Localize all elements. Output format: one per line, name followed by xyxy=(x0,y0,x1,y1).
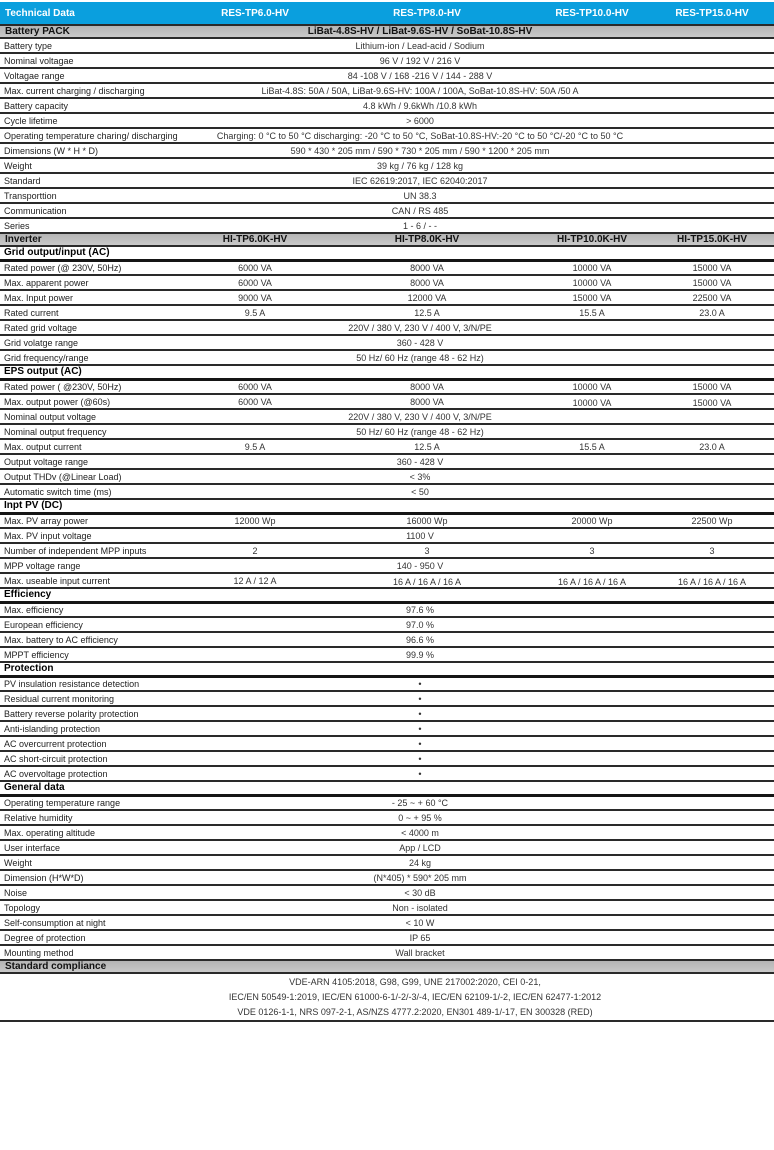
table-row xyxy=(0,825,774,840)
cell-value: 3 xyxy=(320,543,534,558)
table-row xyxy=(0,409,774,424)
table-row xyxy=(0,439,774,454)
column-header: HI-TP6.0K-HV xyxy=(190,233,320,246)
table-row xyxy=(0,855,774,870)
section-title: Inverter xyxy=(0,233,190,246)
cell-value: 15000 VA xyxy=(650,260,774,275)
cell-value: 6000 VA xyxy=(190,394,320,409)
cell-value: 10000 VA xyxy=(534,379,650,394)
row-label: Grid volatge range xyxy=(0,335,190,350)
row-label: Max. apparent power xyxy=(0,275,190,290)
section-title: Protection xyxy=(0,662,774,676)
table-row xyxy=(0,499,774,513)
table-row xyxy=(0,870,774,885)
cell-value: 1100 V xyxy=(190,528,774,543)
cell-value: 16000 Wp xyxy=(320,513,534,528)
cell-value: 22500 VA xyxy=(650,290,774,305)
column-header: HI-TP15.0K-HV xyxy=(650,233,774,246)
cell-value: 15.5 A xyxy=(534,305,650,320)
row-label: AC short-circuit protection xyxy=(0,751,190,766)
page-title: Technical Data xyxy=(0,2,190,25)
cell-value: 50 Hz/ 60 Hz (range 48 - 62 Hz) xyxy=(190,350,774,365)
cell-value: 10000 VA xyxy=(534,275,650,290)
cell-value: 50 Hz/ 60 Hz (range 48 - 62 Hz) xyxy=(190,424,774,439)
row-label: Battery type xyxy=(0,38,190,53)
row-label: Anti-islanding protection xyxy=(0,721,190,736)
cell-value: 140 - 950 V xyxy=(190,558,774,573)
cell-value: 97.6 % xyxy=(190,602,774,617)
row-label: Mounting method xyxy=(0,945,190,960)
cell-value: - 25 ~ + 60 °C xyxy=(190,795,774,810)
compliance-block xyxy=(0,973,774,1021)
table-row xyxy=(0,513,774,528)
row-label: European efficiency xyxy=(0,617,190,632)
row-label: Weight xyxy=(0,158,190,173)
table-row xyxy=(0,68,774,83)
row-label: Max. PV array power xyxy=(0,513,190,528)
cell-value: (N*405) * 590* 205 mm xyxy=(190,870,774,885)
table-row xyxy=(0,647,774,662)
technical-data-table-body xyxy=(0,2,774,1021)
cell-value: 22500 Wp xyxy=(650,513,774,528)
table-row xyxy=(0,766,774,781)
table-row xyxy=(0,290,774,305)
cell-value: 360 - 428 V xyxy=(190,454,774,469)
table-row xyxy=(0,246,774,260)
row-label: User interface xyxy=(0,840,190,855)
cell-value: Wall bracket xyxy=(190,945,774,960)
cell-value: 12.5 A xyxy=(320,439,534,454)
cell-value: • xyxy=(190,736,774,751)
technical-data-table xyxy=(0,2,774,1022)
cell-value: 84 -108 V / 168 -216 V / 144 - 288 V xyxy=(190,68,774,83)
row-label: Self-consumption at night xyxy=(0,915,190,930)
row-label: Topology xyxy=(0,900,190,915)
cell-value: > 6000 xyxy=(190,113,774,128)
compliance-line: VDE 0126-1-1, NRS 097-2-1, AS/NZS 4777.2:2020, EN301 489-1/-17, EN 300328 (RED) xyxy=(237,1006,593,1017)
row-label: Noise xyxy=(0,885,190,900)
cell-value: 12000 Wp xyxy=(190,513,320,528)
table-row xyxy=(0,335,774,350)
table-row xyxy=(0,751,774,766)
row-label: Relative humidity xyxy=(0,810,190,825)
cell-value: 1 - 6 / - - xyxy=(190,218,774,233)
cell-value: 15000 VA xyxy=(650,379,774,394)
cell-value: 99.9 % xyxy=(190,647,774,662)
cell-value: < 4000 m xyxy=(190,825,774,840)
row-label: Max. battery to AC efficiency xyxy=(0,632,190,647)
cell-value: 8000 VA xyxy=(320,275,534,290)
row-label: Rated current xyxy=(0,305,190,320)
table-row xyxy=(0,840,774,855)
row-label: PV insulation resistance detection xyxy=(0,676,190,691)
table-row xyxy=(0,706,774,721)
table-row xyxy=(0,930,774,945)
table-row xyxy=(0,203,774,218)
cell-value: 12 A / 12 A xyxy=(190,573,320,588)
table-row xyxy=(0,588,774,602)
row-label: Cycle lifetime xyxy=(0,113,190,128)
section-title: Battery PACK xyxy=(0,25,190,38)
section-title: Standard compliance xyxy=(0,960,774,973)
cell-value: < 50 xyxy=(190,484,774,499)
table-row xyxy=(0,143,774,158)
cell-value: 10000 VA xyxy=(534,260,650,275)
cell-value: 16 A / 16 A / 16 A xyxy=(320,573,534,588)
compliance-line: IEC/EN 50549-1:2019, IEC/EN 61000-6-1/-2/-3/-4, IEC/EN 62109-1/-2, IEC/EN 62477-1:2012 xyxy=(228,991,602,1002)
cell-value: • xyxy=(190,721,774,736)
cell-value: 12.5 A xyxy=(320,305,534,320)
cell-value: 590 * 430 * 205 mm / 590 * 730 * 205 mm / 590 * 1200 * 205 mm xyxy=(190,143,774,158)
row-label: Nominal output frequency xyxy=(0,424,190,439)
table-row xyxy=(0,900,774,915)
table-row xyxy=(0,915,774,930)
section-title: Inpt PV (DC) xyxy=(0,499,774,513)
table-row xyxy=(0,158,774,173)
cell-value: 15000 VA xyxy=(650,394,774,409)
row-label: Max. operating altitude xyxy=(0,825,190,840)
cell-value: 6000 VA xyxy=(190,379,320,394)
table-row xyxy=(0,454,774,469)
cell-value: 6000 VA xyxy=(190,275,320,290)
product-header-row xyxy=(0,2,774,25)
row-label: Max. PV input voltage xyxy=(0,528,190,543)
cell-value: 12000 VA xyxy=(320,290,534,305)
table-row xyxy=(0,260,774,275)
row-label: Battery capacity xyxy=(0,98,190,113)
row-label: Number of independent MPP inputs xyxy=(0,543,190,558)
table-row xyxy=(0,795,774,810)
table-row xyxy=(0,945,774,960)
cell-value: 0 ~ + 95 % xyxy=(190,810,774,825)
column-header: HI-TP10.0K-HV xyxy=(534,233,650,246)
table-row xyxy=(0,83,774,98)
table-row xyxy=(0,365,774,379)
row-label: Degree of protection xyxy=(0,930,190,945)
table-row xyxy=(0,736,774,751)
row-label: Output voltage range xyxy=(0,454,190,469)
table-row xyxy=(0,632,774,647)
cell-value: Non - isolated xyxy=(190,900,774,915)
row-label: AC overcurrent protection xyxy=(0,736,190,751)
cell-value: 96.6 % xyxy=(190,632,774,647)
section-title: Efficiency xyxy=(0,588,774,602)
cell-value: 96 V / 192 V / 216 V xyxy=(190,53,774,68)
table-row xyxy=(0,38,774,53)
table-row xyxy=(0,25,774,38)
row-label: Operating temperature charing/ discharging xyxy=(0,128,190,143)
cell-value: < 30 dB xyxy=(190,885,774,900)
cell-value: • xyxy=(190,766,774,781)
row-label: Max. current charging / discharging xyxy=(0,83,190,98)
cell-value: • xyxy=(190,676,774,691)
cell-value: 15.5 A xyxy=(534,439,650,454)
cell-value: 3 xyxy=(650,543,774,558)
column-header: RES-TP8.0-HV xyxy=(320,2,534,25)
row-label: MPPT efficiency xyxy=(0,647,190,662)
table-row xyxy=(0,218,774,233)
row-label: Operating temperature range xyxy=(0,795,190,810)
row-label: Output THDv (@Linear Load) xyxy=(0,469,190,484)
cell-value: 39 kg / 76 kg / 128 kg xyxy=(190,158,774,173)
row-label: Dimension (H*W*D) xyxy=(0,870,190,885)
table-row xyxy=(0,424,774,439)
cell-value: 220V / 380 V, 230 V / 400 V, 3/N/PE xyxy=(190,320,774,335)
table-row xyxy=(0,602,774,617)
cell-value: • xyxy=(190,706,774,721)
row-label: Max. Input power xyxy=(0,290,190,305)
row-label: Nominal output voltage xyxy=(0,409,190,424)
table-row xyxy=(0,573,774,588)
cell-value: 10000 VA xyxy=(534,394,650,409)
cell-value: 9000 VA xyxy=(190,290,320,305)
table-row xyxy=(0,394,774,409)
row-label: Max. useable input current xyxy=(0,573,190,588)
section-title: EPS output (AC) xyxy=(0,365,774,379)
table-row xyxy=(0,53,774,68)
row-label: MPP voltage range xyxy=(0,558,190,573)
table-row xyxy=(0,98,774,113)
table-row xyxy=(0,188,774,203)
column-header: HI-TP8.0K-HV xyxy=(320,233,534,246)
column-header: RES-TP10.0-HV xyxy=(534,2,650,25)
row-label: Voltagae range xyxy=(0,68,190,83)
cell-value: 23.0 A xyxy=(650,305,774,320)
row-label: Battery reverse polarity protection xyxy=(0,706,190,721)
cell-value: 8000 VA xyxy=(320,379,534,394)
row-label: Communication xyxy=(0,203,190,218)
section-value: LiBat-4.8S-HV / LiBat-9.6S-HV / SoBat-10.8S-HV xyxy=(190,25,774,38)
row-label: Automatic switch time (ms) xyxy=(0,484,190,499)
table-row xyxy=(0,128,774,143)
row-label: Dimensions (W * H * D) xyxy=(0,143,190,158)
table-row xyxy=(0,484,774,499)
cell-value: 6000 VA xyxy=(190,260,320,275)
table-row xyxy=(0,379,774,394)
section-title: Grid output/input (AC) xyxy=(0,246,774,260)
table-row xyxy=(0,275,774,290)
cell-value: IEC 62619:2017, IEC 62040:2017 xyxy=(190,173,774,188)
cell-value: 3 xyxy=(534,543,650,558)
row-label: Weight xyxy=(0,855,190,870)
row-label: Max. efficiency xyxy=(0,602,190,617)
table-row xyxy=(0,469,774,484)
table-row xyxy=(0,810,774,825)
table-row xyxy=(0,305,774,320)
table-row xyxy=(0,173,774,188)
cell-value: 97.0 % xyxy=(190,617,774,632)
table-row xyxy=(0,691,774,706)
table-row xyxy=(0,973,774,1021)
cell-value: 8000 VA xyxy=(320,260,534,275)
table-row xyxy=(0,721,774,736)
row-label: Nominal voltagae xyxy=(0,53,190,68)
table-row xyxy=(0,233,774,246)
cell-value: • xyxy=(190,691,774,706)
section-title: General data xyxy=(0,781,774,795)
cell-value: < 10 W xyxy=(190,915,774,930)
row-label: Rated grid voltage xyxy=(0,320,190,335)
table-row xyxy=(0,558,774,573)
cell-value: IP 65 xyxy=(190,930,774,945)
cell-value: 15000 VA xyxy=(650,275,774,290)
cell-value: < 3% xyxy=(190,469,774,484)
row-label: Series xyxy=(0,218,190,233)
cell-value: 9.5 A xyxy=(190,305,320,320)
cell-value: 15000 VA xyxy=(534,290,650,305)
cell-value: 16 A / 16 A / 16 A xyxy=(534,573,650,588)
cell-value: 20000 Wp xyxy=(534,513,650,528)
table-row xyxy=(0,617,774,632)
column-header: RES-TP6.0-HV xyxy=(190,2,320,25)
row-label: Standard xyxy=(0,173,190,188)
cell-value: 220V / 380 V, 230 V / 400 V, 3/N/PE xyxy=(190,409,774,424)
table-row xyxy=(0,781,774,795)
cell-value: • xyxy=(190,751,774,766)
row-label: Max. output current xyxy=(0,439,190,454)
table-row xyxy=(0,113,774,128)
table-row xyxy=(0,543,774,558)
row-label: AC overvoltage protection xyxy=(0,766,190,781)
cell-value: Charging: 0 °C to 50 °C discharging: -20 °C to 50 °C, SoBat-10.8S-HV:-20 °C to 50 °C/-20 °C to 50 °C xyxy=(190,128,774,143)
table-row xyxy=(0,960,774,973)
row-label: Residual current monitoring xyxy=(0,691,190,706)
cell-value: Lithium-ion / Lead-acid / Sodium xyxy=(190,38,774,53)
cell-value: 9.5 A xyxy=(190,439,320,454)
table-row xyxy=(0,528,774,543)
table-row xyxy=(0,885,774,900)
row-label: Grid frequency/range xyxy=(0,350,190,365)
cell-value: 4.8 kWh / 9.6kWh /10.8 kWh xyxy=(190,98,774,113)
cell-value: 2 xyxy=(190,543,320,558)
column-header: RES-TP15.0-HV xyxy=(650,2,774,25)
cell-value: UN 38.3 xyxy=(190,188,774,203)
cell-value: LiBat-4.8S: 50A / 50A, LiBat-9.6S-HV: 100A / 100A, SoBat-10.8S-HV: 50A /50 A xyxy=(190,83,774,98)
cell-value: 16 A / 16 A / 16 A xyxy=(650,573,774,588)
cell-value: 8000 VA xyxy=(320,394,534,409)
row-label: Rated power (@ 230V, 50Hz) xyxy=(0,260,190,275)
table-row xyxy=(0,662,774,676)
cell-value: 360 - 428 V xyxy=(190,335,774,350)
table-row xyxy=(0,350,774,365)
row-label: Max. output power (@60s) xyxy=(0,394,190,409)
cell-value: CAN / RS 485 xyxy=(190,203,774,218)
cell-value: 23.0 A xyxy=(650,439,774,454)
table-row xyxy=(0,676,774,691)
cell-value: 24 kg xyxy=(190,855,774,870)
row-label: Rated power ( @230V, 50Hz) xyxy=(0,379,190,394)
row-label: Transporttion xyxy=(0,188,190,203)
cell-value: App / LCD xyxy=(190,840,774,855)
compliance-line: VDE-ARN 4105:2018, G98, G99, UNE 217002:2020, CEI 0-21, xyxy=(289,976,541,987)
table-row xyxy=(0,320,774,335)
